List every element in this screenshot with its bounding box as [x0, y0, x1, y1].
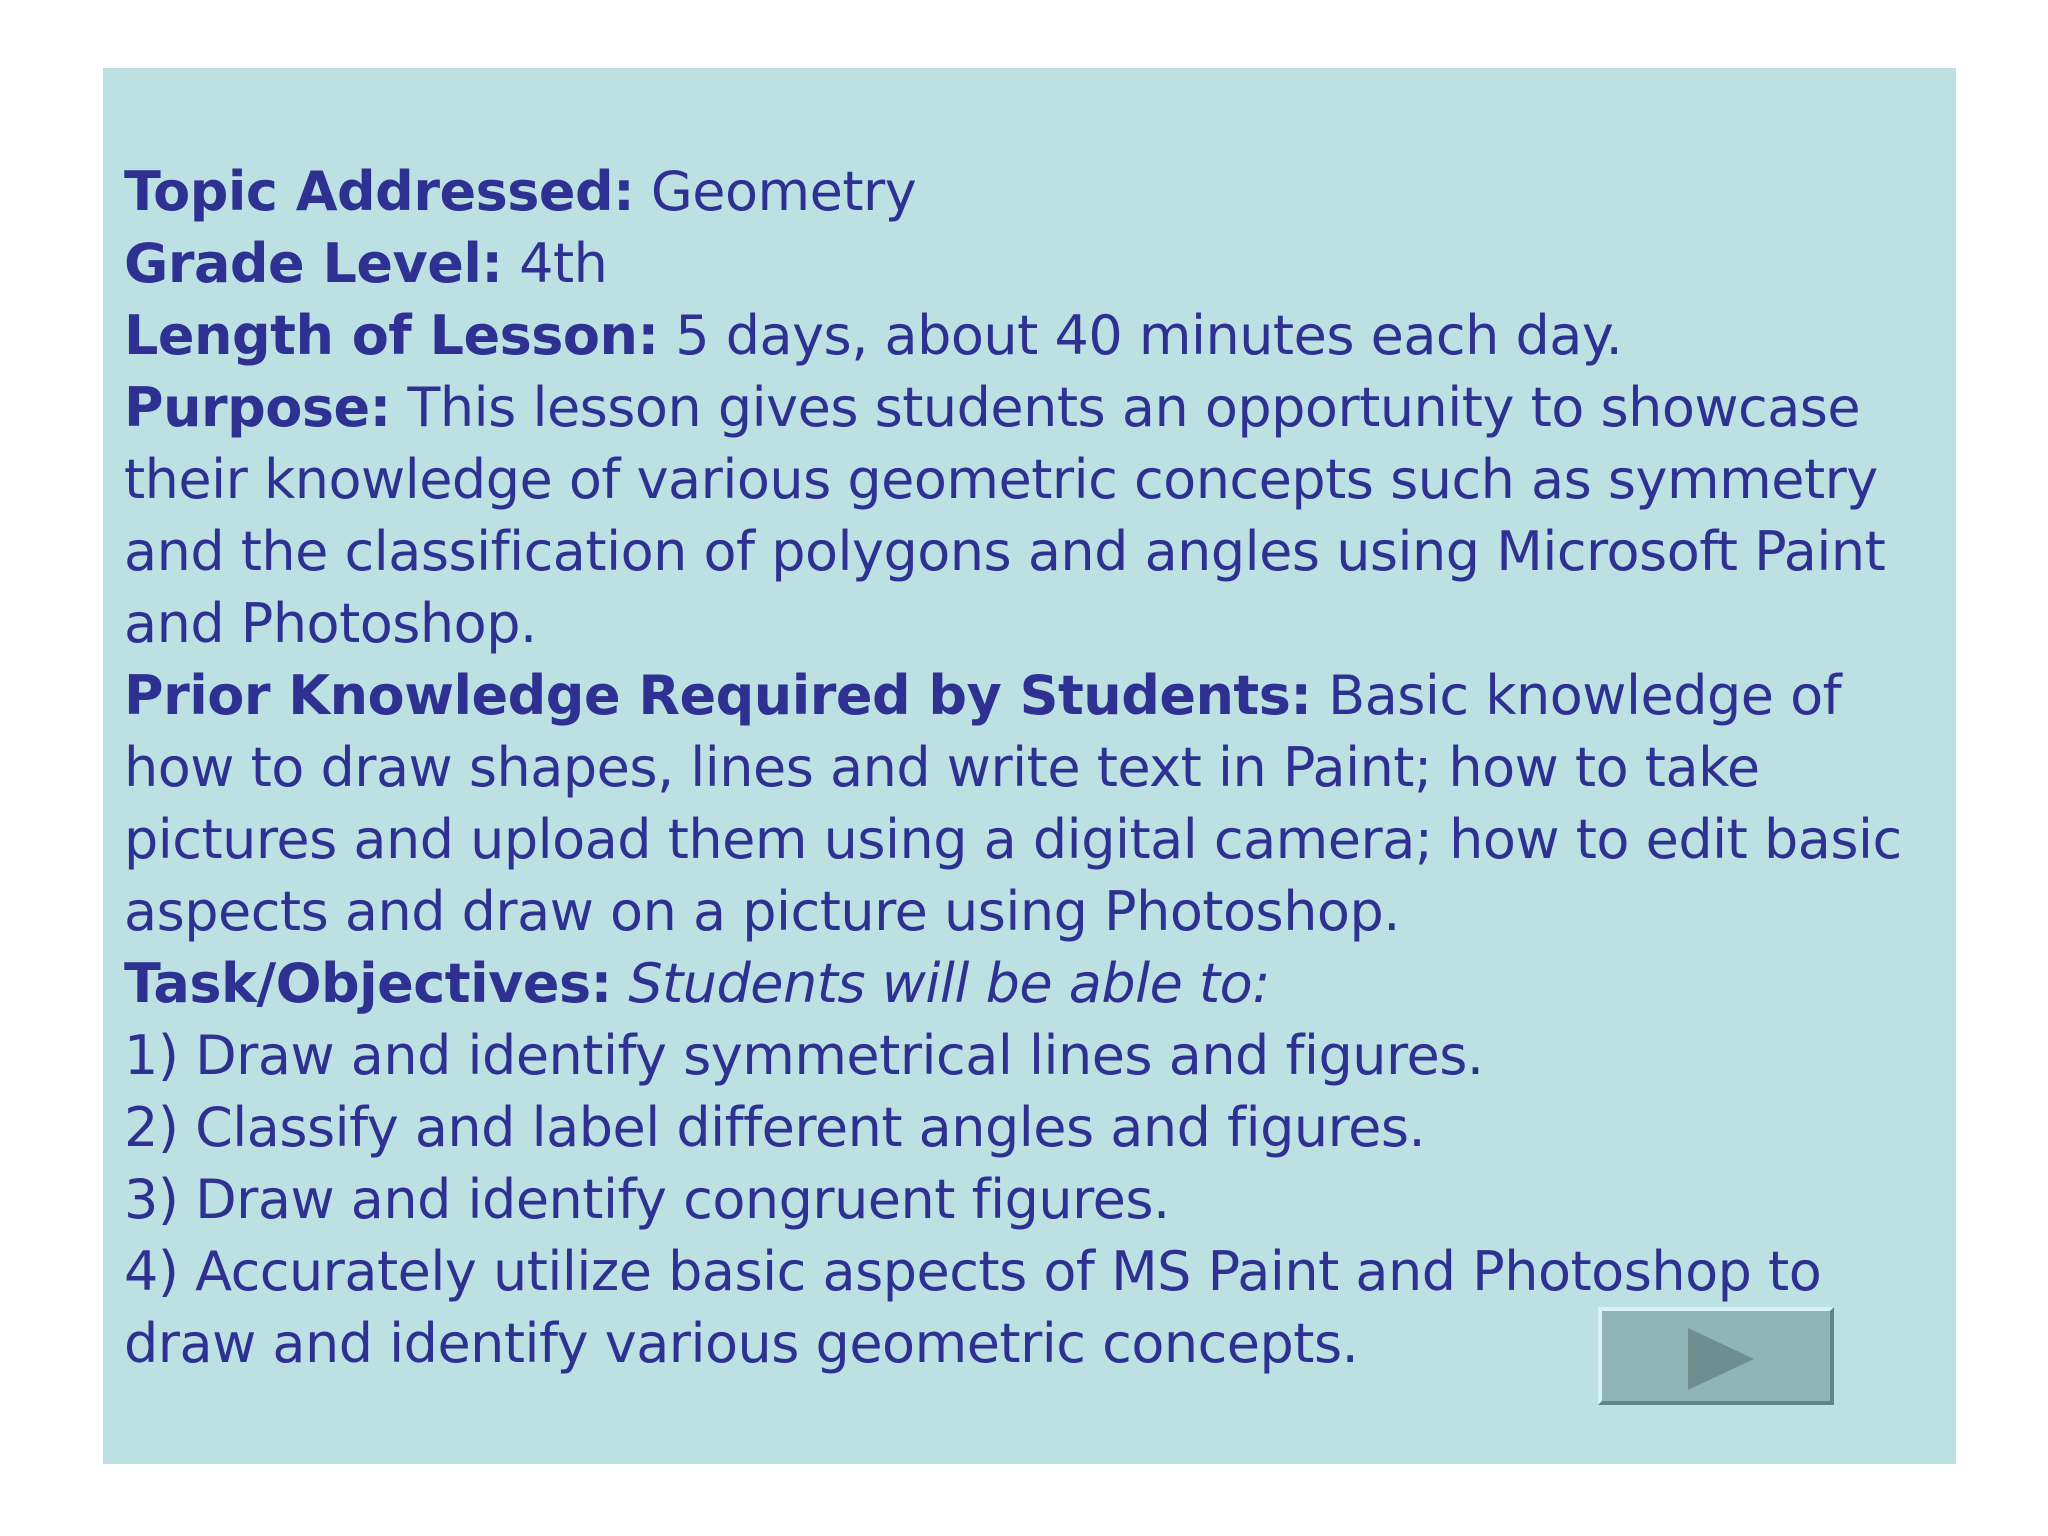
grade-value: 4th: [502, 232, 608, 295]
length-label: Length of Lesson:: [124, 304, 659, 367]
topic-label: Topic Addressed:: [124, 160, 635, 223]
prior-knowledge-value: Basic knowledge of how to draw shapes, lines and write text in Paint; how to take pictures and upload them using a digital camera; how to edit basic aspects and draw on a picture using Photoshop.: [124, 664, 1902, 943]
prior-knowledge-paragraph: [124, 660, 1934, 948]
objective-item: 3) Draw and identify congruent figures.: [124, 1168, 1170, 1231]
prior-knowledge-label: Prior Knowledge Required by Students:: [124, 664, 1312, 727]
length-line: [124, 300, 1934, 372]
grade-line: [124, 228, 1934, 300]
objectives-intro: Students will be able to:: [611, 952, 1270, 1015]
topic-value: Geometry: [634, 160, 917, 223]
grade-label: Grade Level:: [124, 232, 503, 295]
objective-item: 4) Accurately utilize basic aspects of MS Paint and Photoshop to draw and identify various geometric concepts.: [124, 1240, 1822, 1375]
slide-panel: [103, 68, 1956, 1464]
objective-item: 2) Classify and label different angles and figures.: [124, 1096, 1426, 1159]
play-arrow-icon: [1688, 1328, 1754, 1390]
length-value: 5 days, about 40 minutes each day.: [658, 304, 1623, 367]
objectives-label: Task/Objectives:: [124, 952, 612, 1015]
topic-line: [124, 156, 1934, 228]
lesson-content: [124, 156, 1934, 1380]
purpose-paragraph: [124, 372, 1934, 660]
purpose-label: Purpose:: [124, 376, 391, 439]
next-slide-button[interactable]: [1598, 1307, 1834, 1405]
purpose-value: This lesson gives students an opportunity to showcase their knowledge of various geometric concepts such as symmetry and the classification of polygons and angles using Microsoft Paint and Photoshop.: [124, 376, 1886, 655]
objectives-heading: [124, 948, 1934, 1020]
objective-item: 1) Draw and identify symmetrical lines and figures.: [124, 1024, 1484, 1087]
